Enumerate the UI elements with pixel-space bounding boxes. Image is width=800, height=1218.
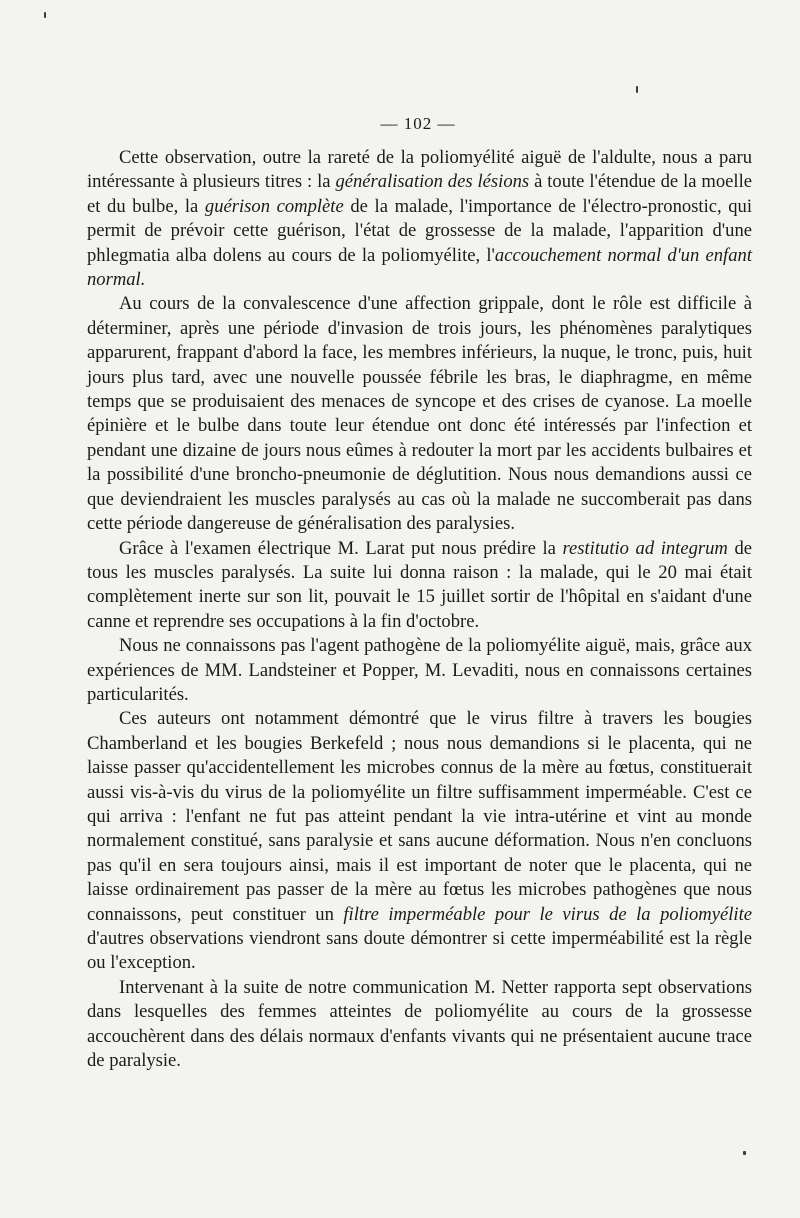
paragraph (87, 146, 752, 292)
italic-run: restitutio ad integrum (562, 537, 728, 559)
scan-speck (636, 86, 638, 93)
text-run: Ces auteurs ont notamment démontré que le virus filtre à travers les bougies Chamberland et les bougies Berkefeld ; nous nous demandions si le placenta, qui ne laisse passer qu'accidentellement les microbes connus de la mère au fœtus, constituerait aussi vis-à-vis du virus de la poliomyélite un filtre suffisamment imperméable. C'est ce qui arriva : l'enfant ne fut pas atteint pendant la vie intra-utérine et vint au monde normalement constitué, sans paralysie et sans aucune déformation. Nous n'en concluons pas qu'il en sera toujours ainsi, mais il est important de noter que le placenta, qui ne laisse ordinairement pas passer de la mère au fœtus les microbes pathogènes que nous connaissons, peut constituer un (87, 708, 752, 925)
paragraph (87, 707, 752, 975)
text-run: de la malade, l'importance de l'électro-pronostic, qui permit de prévoir cette guérison, l'état de grossesse de la malade, l'apparition d'une phlegmatia alba dolens au cours de la poliomyélite, l' (87, 195, 753, 266)
text-run: d'autres observations viendront sans doute démontrer si cette imperméabilité est la règle ou l'exception. (87, 928, 752, 974)
page-number: — 102 — (380, 114, 456, 133)
scan-speck (743, 1151, 746, 1155)
italic-run: accouchement normal d'un enfant normal. (87, 244, 752, 291)
paragraph (87, 292, 752, 536)
italic-run: guérison complète (204, 195, 344, 217)
text-run: de tous les muscles paralysés. La suite lui donna raison : la malade, qui le 20 mai était complètement inerte sur son lit, pouvait le 15 juillet sortir de l'hôpital en s'aidant d'une canne et reprendre ses occupations à la fin d'octobre. (87, 537, 752, 632)
paragraph (87, 634, 752, 707)
text-run: Cette observation, outre la rareté de la poliomyélité aiguë de l'aldulte, nous a paru intéressante à plusieurs titres : la (87, 147, 752, 193)
text-run: Grâce à l'examen électrique M. Larat put nous prédire la (119, 537, 563, 559)
body-text (87, 146, 752, 1073)
italic-run: généralisation des lésions (335, 171, 530, 193)
text-run: Au cours de la convalescence d'une affection grippale, dont le rôle est difficile à déterminer, après une période d'invasion de trois jours, les phénomènes paralytiques apparurent, frappant d'abord la face, les membres inférieurs, la nuque, le tronc, puis, huit jours plus tard, avec une nouvelle poussée fébrile les bras, le diaphragme, en même temps que se produisaient des menaces de syncope et des crises de cyanose. La moelle épinière et le bulbe dans toute leur étendue ont donc été intéressés par l'infection et pendant une dizaine de jours nous eûmes à redouter la mort par les accidents bulbaires et la possibilité d'une broncho-pneumonie de déglutition. Nous nous demandions aussi ce que deviendraient les muscles paralysés au cas où la malade ne succomberait pas dans cette période dangereuse de généralisation des paralysies. (87, 293, 752, 535)
scan-speck (44, 12, 46, 18)
paragraph (87, 537, 752, 635)
text-run: à toute l'étendue de la moelle et du bulbe, la (87, 171, 753, 217)
italic-run: filtre imperméable pour le virus de la poliomyélite (343, 903, 752, 925)
paragraph (87, 976, 752, 1074)
text-run: Intervenant à la suite de notre communication M. Netter rapporta sept observations dans lesquelles des femmes atteintes de poliomyélite au cours de la grossesse accouchèrent dans des délais normaux d'enfants vivants qui ne présentaient aucune trace de paralysie. (87, 976, 752, 1072)
text-run: Nous ne connaissons pas l'agent pathogène de la poliomyélite aiguë, mais, grâce aux expériences de MM. Landsteiner et Popper, M. Levaditi, nous en connaissons certaines particularités. (87, 635, 752, 705)
